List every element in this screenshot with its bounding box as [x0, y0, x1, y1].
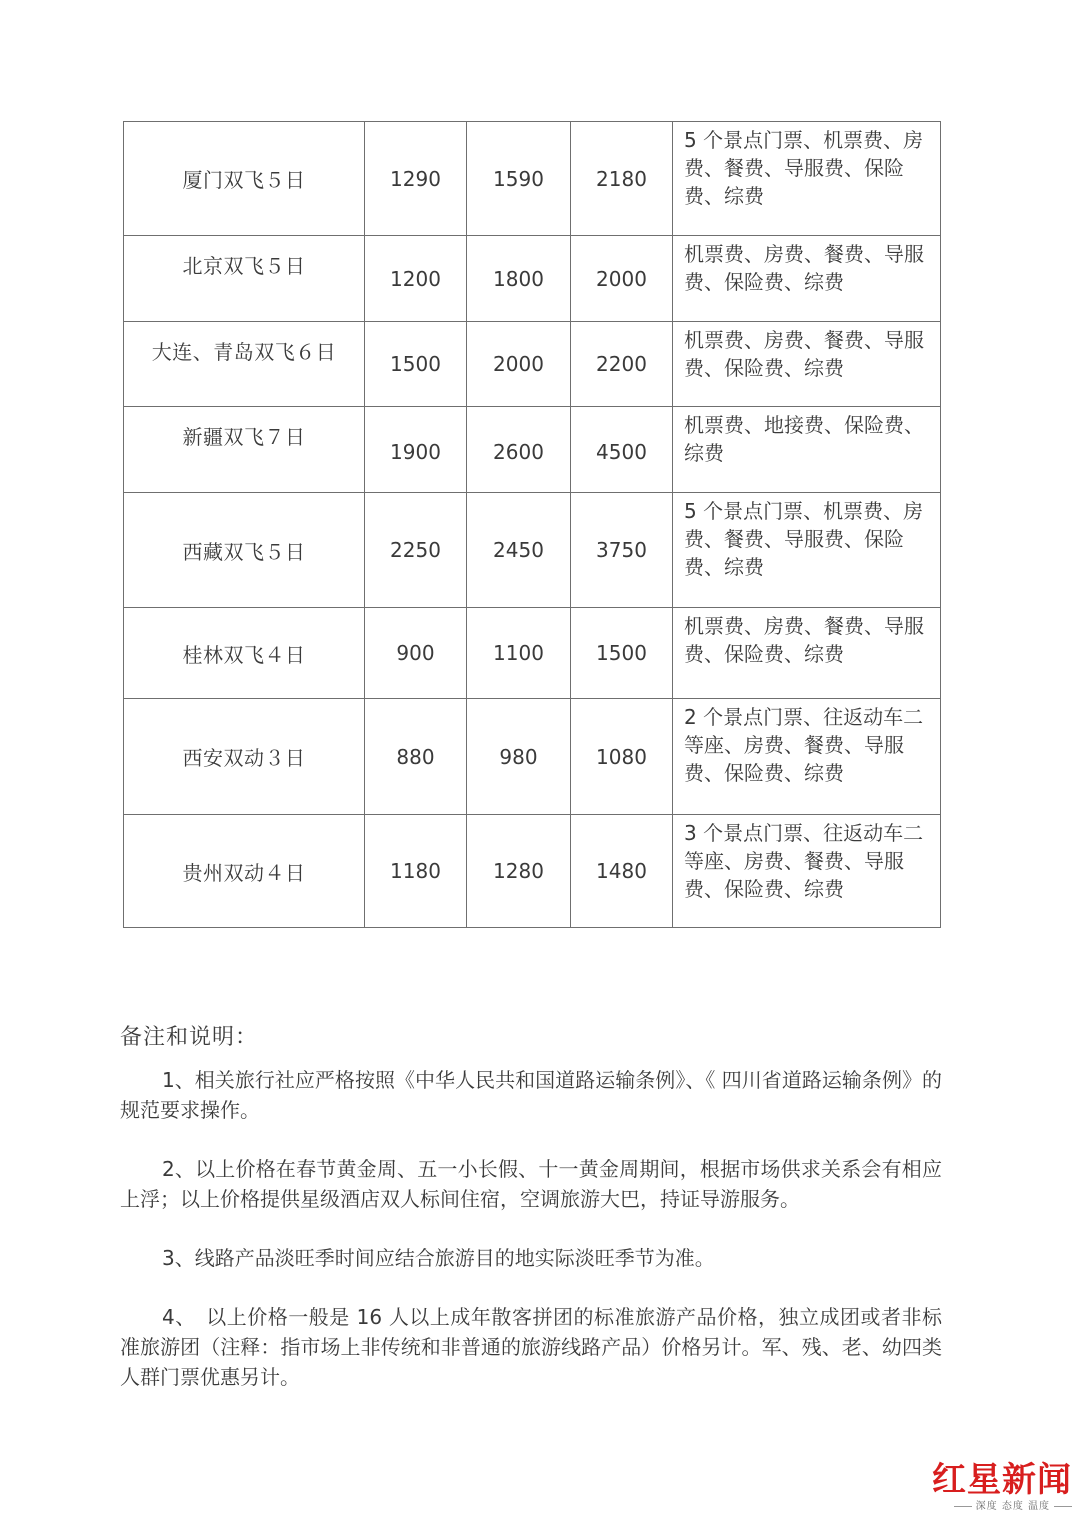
table-row	[124, 493, 941, 608]
note-item: 3、线路产品淡旺季时间应结合旅游目的地实际淡旺季节为准。	[162, 1246, 715, 1270]
price-cell: 1500	[365, 322, 467, 407]
table-row	[124, 407, 941, 493]
logo-text: 红星新闻	[932, 1460, 1072, 1500]
notes-title: 备注和说明：	[120, 1025, 259, 1050]
watermark-logo	[912, 1452, 1072, 1520]
price-cell: 2200	[571, 322, 673, 407]
table-row	[124, 122, 941, 236]
table-row	[124, 608, 941, 699]
price-cell: 2000	[467, 322, 571, 407]
price-cell: 1800	[467, 236, 571, 322]
route-cell: 贵州双动４日	[124, 815, 365, 928]
route-cell: 西藏双飞５日	[124, 493, 365, 608]
route-cell: 新疆双飞７日	[124, 407, 365, 493]
fee-description-cell: 机票费、房费、餐费、导服费、保险费、综费	[673, 608, 941, 699]
price-cell: 1200	[365, 236, 467, 322]
fee-description-cell: 3 个景点门票、往返动车二等座、房费、餐费、导服费、保险费、综费	[673, 815, 941, 928]
fee-description-cell: 机票费、房费、餐费、导服费、保险费、综费	[673, 236, 941, 322]
price-cell: 4500	[571, 407, 673, 493]
route-cell: 西安双动３日	[124, 699, 365, 815]
note-item: 1、相关旅行社应严格按照《中华人民共和国道路运输条例》、《 四川省道路运输条例》的规范要求操作。	[120, 1068, 942, 1122]
price-cell: 2450	[467, 493, 571, 608]
note-item: 2、以上价格在春节黄金周、五一小长假、十一黄金周期间，根据市场供求关系会有相应上浮；以上价格提供星级酒店双人标间住宿，空调旅游大巴，持证导游服务。	[120, 1157, 942, 1211]
price-cell: 1280	[467, 815, 571, 928]
price-cell: 1590	[467, 122, 571, 236]
route-cell: 北京双飞５日	[124, 236, 365, 322]
price-cell: 900	[365, 608, 467, 699]
price-cell: 1290	[365, 122, 467, 236]
price-cell: 1100	[467, 608, 571, 699]
price-cell: 980	[467, 699, 571, 815]
note-item: 4、 以上价格一般是 16 人以上成年散客拼团的标准旅游产品价格，独立成团或者非标准旅游团（注释：指市场上非传统和非普通的旅游线路产品）价格另计。军、残、老、幼四类人群门票优惠另计。	[120, 1305, 942, 1389]
price-cell: 1080	[571, 699, 673, 815]
route-cell: 厦门双飞５日	[124, 122, 365, 236]
fee-description-cell: 机票费、地接费、保险费、综费	[673, 407, 941, 493]
price-cell: 2250	[365, 493, 467, 608]
fee-description-cell: 机票费、房费、餐费、导服费、保险费、综费	[673, 322, 941, 407]
route-cell: 桂林双飞４日	[124, 608, 365, 699]
price-cell: 1900	[365, 407, 467, 493]
price-table	[123, 121, 941, 928]
table-row	[124, 322, 941, 407]
table-row	[124, 815, 941, 928]
notes-section	[120, 1020, 942, 1421]
fee-description-cell: 5 个景点门票、机票费、房费、餐费、导服费、保险费、综费	[673, 493, 941, 608]
fee-description-cell: 2 个景点门票、往返动车二等座、房费、餐费、导服费、保险费、综费	[673, 699, 941, 815]
price-cell: 2600	[467, 407, 571, 493]
price-cell: 1180	[365, 815, 467, 928]
price-cell: 880	[365, 699, 467, 815]
price-cell: 2180	[571, 122, 673, 236]
route-cell: 大连、青岛双飞６日	[124, 322, 365, 407]
table-row	[124, 236, 941, 322]
price-cell: 3750	[571, 493, 673, 608]
price-cell: 1500	[571, 608, 673, 699]
price-cell: 1480	[571, 815, 673, 928]
fee-description-cell: 5 个景点门票、机票费、房费、餐费、导服费、保险费、综费	[673, 122, 941, 236]
price-cell: 2000	[571, 236, 673, 322]
table-row	[124, 699, 941, 815]
logo-tagline: 深度 态度 温度	[954, 1497, 1072, 1512]
